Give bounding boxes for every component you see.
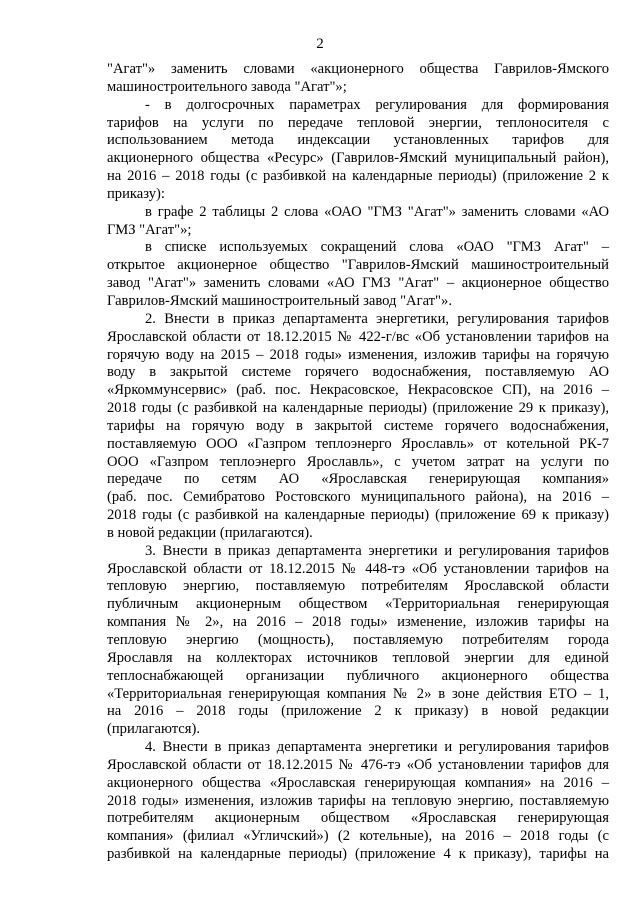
text-line: 4. Внести в приказ департамента энергетики и регулирования тарифов bbox=[145, 739, 609, 756]
text-line: в графе 2 таблицы 2 слова «ОАО "ГМЗ "Агат"» заменить словами «АО bbox=[145, 203, 609, 220]
text-line: разбивкой на календарные периоды) (приложение 4 к приказу), тарифы на bbox=[107, 846, 609, 863]
text-line: Ярославской области от 18.12.2015 № 422-г/вс «Об установлении тарифов на bbox=[107, 328, 609, 345]
text-line: Ярославской области от 18.12.2015 № 476-тэ «Об установлении тарифов для bbox=[107, 756, 609, 773]
text-line: машиностроительного завода "Агат"»; bbox=[107, 78, 347, 95]
text-line: на 2016 – 2018 годы (с разбивкой на календарные периоды) (приложение 2 к bbox=[107, 168, 609, 185]
text-line: 2018 годы (с разбивкой на календарные периоды) (приложение 69 к приказу) bbox=[107, 507, 609, 524]
text-line: теплоснабжающей организации публичного акционерного общества bbox=[107, 667, 609, 684]
text-line: потребителям акционерным обществом «Ярославская генерирующая bbox=[107, 810, 609, 827]
text-line: ГМЗ "Агат"»; bbox=[107, 221, 192, 238]
text-line: приказу): bbox=[107, 185, 165, 202]
text-line: 2018 годы (с разбивкой на календарные периоды) (приложение 29 к приказу), bbox=[107, 400, 609, 417]
text-line: воду в закрытой системе горячего водоснабжения, поставляемую АО bbox=[107, 364, 609, 381]
text-line: Ярославской области от 18.12.2015 № 448-тэ «Об установлении тарифов на bbox=[107, 560, 609, 577]
text-line: поставляемую ООО «Газпром теплоэнерго Ярославль» от котельной РК-7 bbox=[107, 435, 609, 452]
text-line: - в долгосрочных параметрах регулирования для формирования bbox=[145, 96, 609, 113]
text-line: компания № 2», на 2016 – 2018 годы» изменение, изложив тарифы на bbox=[107, 614, 609, 631]
text-line: на 2016 – 2018 годы (приложение 2 к приказу) в новой редакции bbox=[107, 703, 609, 720]
text-line: 2. Внести в приказ департамента энергетики, регулирования тарифов bbox=[145, 310, 609, 327]
text-line: завод "Агат"» заменить словами «АО ГМЗ "Агат" – акционерное общество bbox=[107, 275, 609, 292]
text-line: акционерного общества «Ярославская генерирующая компания» на 2016 – bbox=[107, 774, 609, 791]
text-line: использованием метода индексации установленных тарифов для bbox=[107, 132, 609, 149]
text-line: тарифы на горячую воду в закрытой системе горячего водоснабжения, bbox=[107, 417, 609, 434]
text-line: 3. Внести в приказ департамента энергетики и регулирования тарифов bbox=[145, 542, 609, 559]
text-line: акционерного общества «Ресурс» (Гаврилов-Ямский муниципальный район), bbox=[107, 150, 609, 167]
text-line: открытое акционерное общество "Гаврилов-Ямский машиностроительный bbox=[107, 257, 609, 274]
text-line: Ярославля на коллекторах источников тепловой энергии для единой bbox=[107, 649, 609, 666]
text-line: горячую воду на 2015 – 2018 годы» изменения, изложив тарифы на горячую bbox=[107, 346, 609, 363]
text-line: «Яркоммунсервис» (раб. пос. Некрасовское, Некрасовское СП), на 2016 – bbox=[107, 382, 609, 399]
text-line: ООО «Газпром теплоэнерго Ярославль», с учетом затрат на услуги по bbox=[107, 453, 609, 470]
text-line: передаче по сетям АО «Ярославская генерирующая компания» bbox=[107, 471, 609, 488]
text-line: (прилагаются). bbox=[107, 721, 200, 738]
text-line: в новой редакции (прилагаются). bbox=[107, 524, 313, 541]
text-line: в списке используемых сокращений слова «ОАО "ГМЗ Агат" – bbox=[145, 239, 609, 256]
text-line: (раб. пос. Семибратово Ростовского муниципального района), на 2016 – bbox=[107, 489, 609, 506]
text-line: тепловую энергию, поставляемую потребителям Ярославской области bbox=[107, 578, 609, 595]
text-line: тарифов на услуги по передаче тепловой энергии, теплоносителя с bbox=[107, 114, 609, 131]
text-line: компания» (филиал «Угличский») (2 котельные), на 2016 – 2018 годы (с bbox=[107, 828, 609, 845]
text-line: тепловую энергию (мощность), поставляемую потребителям города bbox=[107, 632, 609, 648]
document-body bbox=[107, 61, 609, 864]
text-line: Гаврилов-Ямский машиностроительный завод "Агат"». bbox=[107, 292, 452, 309]
text-line: 2018 годы» изменения, изложив тарифы на тепловую энергию, поставляемую bbox=[107, 792, 609, 809]
text-line: публичным акционерным обществом «Территориальная генерирующая bbox=[107, 596, 609, 613]
text-line: "Агат"» заменить словами «акционерного общества Гаврилов-Ямского bbox=[107, 61, 609, 77]
text-line: «Территориальная генерирующая компания № 2» в зоне действия ЕТО – 1, bbox=[107, 685, 609, 702]
page-number: 2 bbox=[316, 36, 324, 52]
